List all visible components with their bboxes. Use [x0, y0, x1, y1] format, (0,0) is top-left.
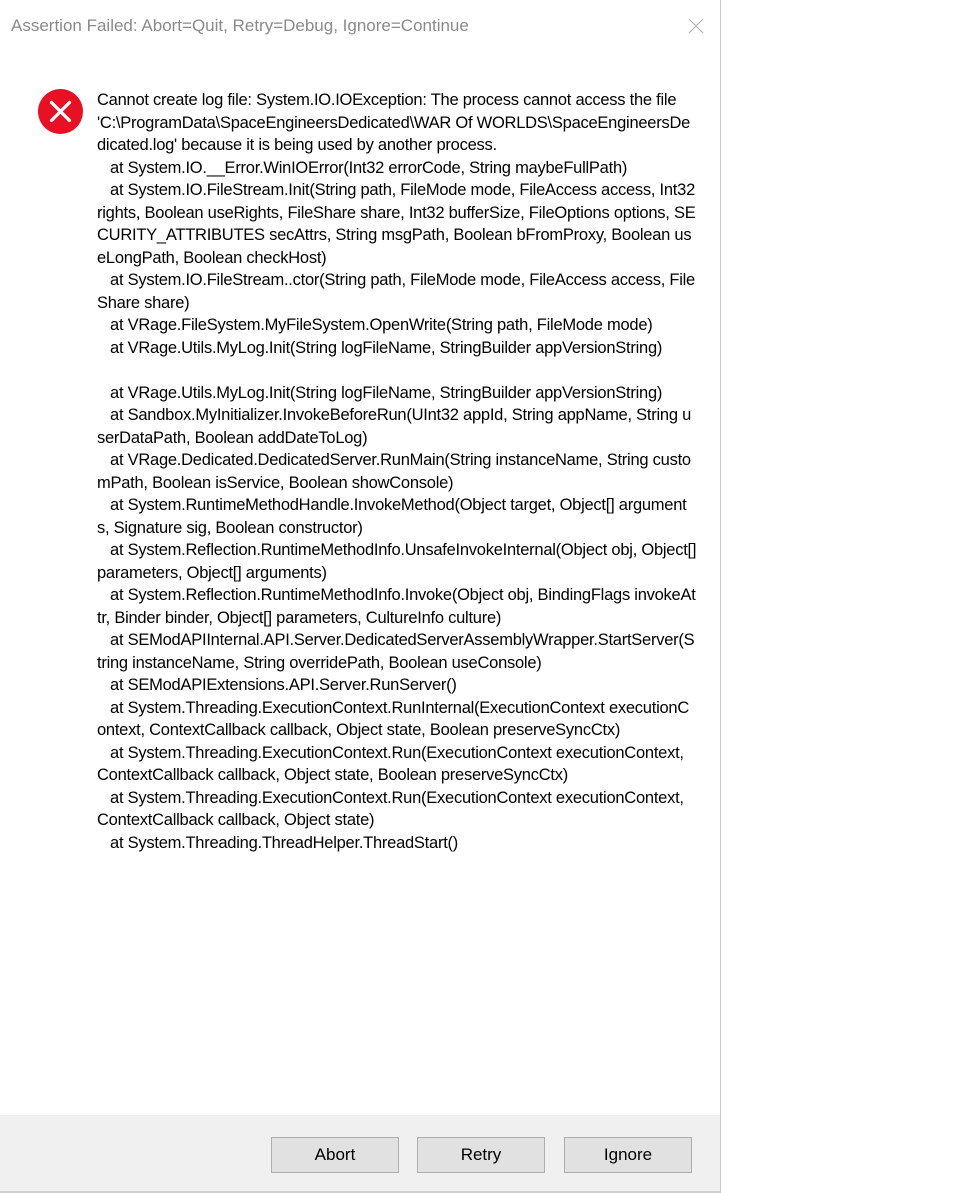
- abort-button[interactable]: Abort: [271, 1137, 399, 1173]
- error-message: Cannot create log file: System.IO.IOException: The process cannot access the file 'C:\ProgramData\SpaceEngineersDedicated\WAR Of WORLDS\SpaceEngineersDedicated.log' because it is being used by another process. at System.IO.__Error.WinIOError(Int32 errorCode, String maybeFullPath) at System.IO.FileStream.Init(String path, FileMode mode, FileAccess access, Int32 rights, Boolean useRights, FileShare share, Int32 bufferSize, FileOptions options, SECURITY_ATTRIBUTES secAttrs, String msgPath, Boolean bFromProxy, Boolean useLongPath, Boolean checkHost) at System.IO.FileStream..ctor(String path, FileMode mode, FileAccess access, FileShare share) at VRage.FileSystem.MyFileSystem.OpenWrite(String path, FileMode mode) at VRage.Utils.MyLog.Init(String logFileName, StringBuilder appVersionString) at VRage.Utils.MyLog.Init(String logFileName, StringBuilder appVersionString) at Sandbox.MyInitializer.InvokeBeforeRun(UInt32 appId, String appName, String userDataPath, Boolean addDateToLog) at VRage.Dedicated.DedicatedServer.RunMain(String instanceName, String customPath, Boolean isService, Boolean showConsole) at System.RuntimeMethodHandle.InvokeMethod(Object target, Object[] arguments, Signature sig, Boolean constructor) at System.Reflection.RuntimeMethodInfo.UnsafeInvokeInternal(Object obj, Object[] parameters, Object[] arguments) at System.Reflection.RuntimeMethodInfo.Invoke(Object obj, BindingFlags invokeAttr, Binder binder, Object[] parameters, CultureInfo culture) at SEModAPIInternal.API.Server.DedicatedServerAssemblyWrapper.StartServer(String instanceName, String overridePath, Boolean useConsole) at SEModAPIExtensions.API.Server.RunServer() at System.Threading.ExecutionContext.RunInternal(ExecutionContext executionContext, ContextCallback callback, Object state, Boolean preserveSyncCtx) at System.Threading.ExecutionContext.Run(ExecutionContext executionContext, ContextCallback callback, Object state, Boolean preserveSyncCtx) at System.Threading.ExecutionContext.Run(ExecutionContext executionContext, ContextCallback callback, Object state) at System.Threading.ThreadHelper.ThreadStart(): [97, 91, 697, 852]
- title-bar[interactable]: [0, 0, 720, 52]
- close-icon: [688, 18, 704, 34]
- ignore-button[interactable]: Ignore: [564, 1137, 692, 1173]
- button-bar: [0, 1115, 720, 1193]
- error-icon: [37, 88, 84, 135]
- window-title: Assertion Failed: Abort=Quit, Retry=Debug, Ignore=Continue: [11, 16, 469, 35]
- retry-button[interactable]: Retry: [417, 1137, 545, 1173]
- close-button[interactable]: [672, 4, 720, 48]
